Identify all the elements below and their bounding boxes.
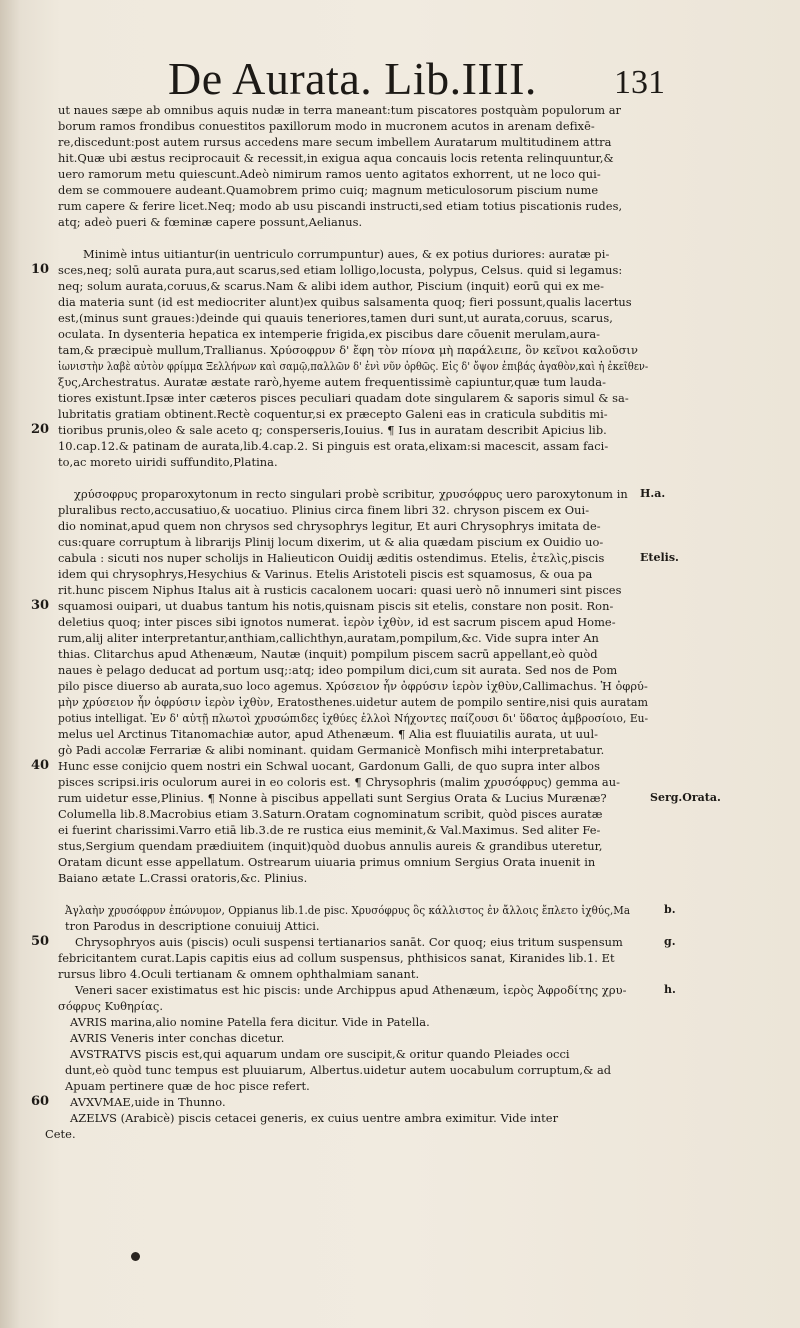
text-line: [0, 342, 800, 358]
text-line: [0, 534, 800, 550]
line-text: tam,& præcipuè mullum,Trallianus. Χρύσοφρυν δ' ἔφη τὸν πίονα μὴ παράλειπε, ὃν κεῖνοι καλοῦσιν: [58, 343, 638, 357]
line-text: dia materia sunt (id est mediocriter alunt)ex quibus salsamenta quoq; fieri possunt,qualis lacertus: [58, 295, 632, 309]
text-line: [0, 1110, 800, 1126]
folio-number: 131: [614, 64, 665, 101]
line-text: ei fuerint charissimi.Varro etiā lib.3.de re rustica eius meminit,& Val.Maximus. Sed aliter Fe-: [58, 823, 601, 837]
text-line: [0, 422, 800, 438]
line-text: oculata. In dysenteria hepatica ex intemperie frigida,ex piscibus dare cōuenit merulam,aura-: [58, 327, 601, 341]
text-line: [0, 694, 800, 710]
page-title: De Aurata. Lib.IIII.: [168, 53, 537, 104]
text-line: [0, 918, 800, 934]
line-text: rum capere & ferire licet.Neq; modo ab usu piscandi instructi,sed etiam totius piscationis rudes,: [58, 199, 623, 213]
line-text: tioribus prunis,oleo & sale aceto q; consperseris,Iouius. ¶ Ius in auratam describit Apicius lib.: [58, 423, 607, 437]
line-text: Cete.: [45, 1127, 76, 1141]
line-text: uero ramorum metu quiescunt.Adeò nimirum ramos uento agitatos exhorrent, ut ne loco qui-: [58, 167, 601, 181]
line-text: to,ac moreto uiridi suffundito,Platina.: [58, 455, 278, 469]
text-line: [0, 646, 800, 662]
line-text: dio nominat,apud quem non chrysos sed chrysophrys legitur, Et auri Chrysophrys imitata de-: [58, 519, 601, 533]
line-text: ut naues sæpe ab omnibus aquis nudæ in terra maneant:tum piscatores postquàm populorum ar: [58, 103, 622, 117]
line-text: σόφρυς Κυθηρίας.: [58, 999, 164, 1013]
text-line: [0, 214, 800, 230]
text-line: [0, 326, 800, 342]
text-line: [0, 806, 800, 822]
line-text: Minimè intus uitiantur(in uentriculo corrumpuntur) aues, & ex potius duriores: auratæ pi-: [83, 247, 610, 261]
margin-note: Serg.Orata.: [650, 791, 721, 804]
text-line: [0, 710, 800, 726]
text-line: [0, 758, 800, 774]
text-line: [0, 310, 800, 326]
line-text: gò Padi accolæ Ferrariæ & alibi nominant. quidam Germanicè Monfisch mihi interpretabatur.: [58, 743, 605, 757]
text-line: [0, 502, 800, 518]
line-text: Baiano ætate L.Crassi oratoris,&c. Plinius.: [58, 871, 308, 885]
line-text: neq; solum aurata,coruus,& scarus.Nam & alibi idem author, Piscium (inquit) eorū qui ex me-: [58, 279, 605, 293]
line-text: AVRIS Veneris inter conchas dicetur.: [70, 1031, 285, 1045]
line-number: 50: [31, 934, 50, 949]
text-line: [0, 870, 800, 886]
line-text: rit.hunc piscem Niphus Italus ait à rusticis cacalonem uocari: quasi uerò nō innumeri sint pisces: [58, 583, 622, 597]
text-line: [0, 262, 800, 278]
line-text: squamosi ouipari, ut duabus tantum his notis,quisnam piscis sit etelis, constare non posit. Ron-: [58, 599, 614, 613]
line-text: 10.cap.12.& patinam de aurata,lib.4.cap.2. Si pinguis est orata,elixam:si macescit, assam faci-: [58, 439, 609, 453]
line-text: AVSTRATVS piscis est,qui aquarum undam ore suscipit,& oritur quando Pleiades occi: [70, 1047, 570, 1061]
text-line: [0, 678, 800, 694]
line-text: Ἀγλαὴν χρυσόφρυν ἐπώνυμον, Oppianus lib.1.de pisc. Χρυσόφρυς ὃς κάλλιστος ἐν ἄλλοις ἔπλετο ἰχθύς,Ma: [65, 903, 631, 917]
line-text: tron Parodus in descriptione conuiuij Attici.: [65, 919, 320, 933]
text-line: [0, 150, 800, 166]
line-text: Hunc esse conijcio quem nostri ein Schwal uocant, Gardonum Galli, de quo supra inter albos: [58, 759, 600, 773]
line-text: melus uel Arctinus Titanomachiæ autor, apud Athenæum. ¶ Alia est fluuiatilis aurata, ut uul-: [58, 727, 599, 741]
line-text: ἰωνιστὴν λαβὲ αὐτὸν φρίμμα Ξελλήνων καὶ σαμῷ,παλλῶν δ' ἐνὶ νῦν ὀρθῶς. Εἰς δ' ὄψον ἐπιβάς ἀγαθὸν,καὶ ἡ ἐκεῖθεν-: [58, 359, 649, 373]
line-text: AVXVMAE,uide in Thunno.: [70, 1095, 226, 1109]
text-line: [0, 246, 800, 262]
line-text: naues è pelago deducat ad portum usq;:atq; ideo pompilum dici,cum sit aurata. Sed nos de Pom: [58, 663, 618, 677]
line-text: sces,neq; solū aurata pura,aut scarus,sed etiam lolligo,locusta, polypus, Celsus. quid si legamus:: [58, 263, 623, 277]
line-text: χρύσοφρυς proparoxytonum in recto singulari probè scribitur, χρυσόφρυς uero paroxytonum in: [74, 487, 628, 501]
text-line: [0, 566, 800, 582]
line-text: AZELVS (Arabicè) piscis cetacei generis, ex cuius uentre ambra eximitur. Vide inter: [70, 1111, 559, 1125]
line-number: 60: [31, 1094, 50, 1109]
text-line: [0, 662, 800, 678]
line-text: est,(minus sunt graues:)deinde qui quauis teneriores,tamen duri sunt,ut aurata,coruus, scarus,: [58, 311, 613, 325]
line-text: ξυς,Archestratus. Auratæ æstate rarò,hyeme autem frequentissimè capiuntur,quæ tum lauda-: [58, 375, 606, 389]
line-text: dem se commouere audeant.Quamobrem primo cuiq; magnum meticulosorum piscium nume: [58, 183, 599, 197]
line-text: thias. Clitarchus apud Athenæum, Nautæ (inquit) pompilum piscem sacrū appellant,eò quòd: [58, 647, 598, 661]
text-line: [0, 454, 800, 470]
line-number: 20: [31, 422, 50, 437]
text-line: [0, 294, 800, 310]
text-line: [0, 582, 800, 598]
text-line: [0, 742, 800, 758]
text-line: [0, 1126, 800, 1142]
text-line: [0, 438, 800, 454]
text-line: [0, 486, 800, 502]
text-line: [0, 790, 800, 806]
text-line: [0, 518, 800, 534]
text-line: [0, 550, 800, 566]
text-line: [0, 1046, 800, 1062]
line-text: tiores existunt.Ipsæ inter cæteros pisces peculiari quadam dote singularem & saporis simul & sa-: [58, 391, 629, 405]
line-text: hit.Quæ ubi æstus reciprocauit & recessit,in exigua aqua concauis locis retenta relinquuntur,&: [58, 151, 614, 165]
text-line: [0, 822, 800, 838]
text-line: [0, 374, 800, 390]
text-line: [0, 182, 800, 198]
text-line: [0, 966, 800, 982]
margin-note: h.: [664, 983, 676, 996]
text-line: [0, 998, 800, 1014]
text-line: [0, 774, 800, 790]
line-text: deletius quoq; inter pisces sibi ignotos numerat. ἱερὸν ἰχθὺν, id est sacrum piscem apud Home-: [58, 615, 616, 629]
text-line: [0, 1030, 800, 1046]
line-number: 30: [31, 598, 50, 613]
line-text: febricitantem curat.Lapis capitis eius ad collum suspensus, phthisicos sanat, Kiranides lib.1. Et: [58, 951, 615, 965]
text-line: [0, 390, 800, 406]
line-text: pisces scripsi.iris oculorum aurei in eo coloris est. ¶ Chrysophris (malim χρυσόφρυς) gemma au-: [58, 775, 621, 789]
text-line: [0, 614, 800, 630]
line-text: dunt,eò quòd tunc tempus est pluuiarum, Albertus.uidetur autem uocabulum corruptum,& ad: [65, 1063, 612, 1077]
margin-note: Etelis.: [640, 551, 679, 564]
text-line: [0, 358, 800, 374]
text-line: [0, 1078, 800, 1094]
line-text: Chrysophryos auis (piscis) oculi suspensi tertianarios sanāt. Cor quoq; eius tritum suspensum: [75, 935, 623, 949]
text-line: [0, 630, 800, 646]
text-line: [0, 982, 800, 998]
line-text: pilo pisce diuerso ab aurata,suo loco agemus. Χρύσειον ἦν ὀφρύσιν ἱερὸν ἰχθὺν,Callimachus. Ἡ ὀφρύ-: [58, 679, 648, 693]
line-text: lubritatis gratiam obtinent.Rectè coquentur,si ex præcepto Galeni eas in craticula subditis mi-: [58, 407, 608, 421]
line-text: rum,alij aliter interpretantur,anthiam,callichthyn,auratam,pompilum,&c. Vide supra inter An: [58, 631, 599, 645]
line-text: Columella lib.8.Macrobius etiam 3.Saturn.Oratam cognominatum scribit, quòd pisces auratæ: [58, 807, 603, 821]
text-line: [0, 934, 800, 950]
text-line: [0, 102, 800, 118]
line-number: 10: [31, 262, 50, 277]
margin-note: H.a.: [640, 487, 666, 500]
margin-note: g.: [664, 935, 676, 948]
text-line: [0, 726, 800, 742]
line-text: rum uidetur esse,Plinius. ¶ Nonne à piscibus appellati sunt Sergius Orata & Lucius Murænæ?: [58, 791, 607, 805]
line-text: AVRIS marina,alio nomine Patella fera dicitur. Vide in Patella.: [70, 1015, 430, 1029]
line-text: cabula : sicuti nos nuper scholijs in Halieuticon Ouidij æditis ostendimus. Etelis, ἐτελὶς,piscis: [58, 551, 605, 565]
line-text: rursus libro 4.Oculi tertianam & omnem ophthalmiam sanant.: [58, 967, 420, 981]
text-line: [0, 1014, 800, 1030]
text-line: [0, 1062, 800, 1078]
ink-spot: [131, 1252, 140, 1261]
line-text: idem qui chrysophrys,Hesychius & Varinus. Etelis Aristoteli piscis est squamosus, & oua pa: [58, 567, 593, 581]
text-line: [0, 950, 800, 966]
line-text: μὴν χρύσειον ἦν ὀφρύσιν ἱερὸν ἰχθὺν, Eratosthenes.uidetur autem de pompilo sentire,nisi quis auratam: [58, 695, 649, 709]
text-line: [0, 838, 800, 854]
text-line: [0, 854, 800, 870]
text-line: [0, 406, 800, 422]
text-line: [0, 166, 800, 182]
line-text: atq; adeò pueri & fœminæ capere possunt,Aelianus.: [58, 215, 363, 229]
line-text: potius intelligat. Ἐν δ' αὐτῇ πλωτοὶ χρυσώπιδες ἰχθύες ἐλλοὶ Νήχοντες παίζουσι δι' ὕδατος ἀμβροσίοιο, Eu-: [58, 711, 649, 725]
line-number: 40: [31, 758, 50, 773]
line-text: borum ramos frondibus conuestitos paxillorum modo in mucronem acutos in arenam defixē-: [58, 119, 595, 133]
text-line: [0, 198, 800, 214]
margin-note: b.: [664, 903, 676, 916]
line-text: stus,Sergium quendam prædiuitem (inquit)quòd duobus annulis aureis & grandibus uteretur,: [58, 839, 603, 853]
text-line: [0, 118, 800, 134]
line-text: Apuam pertinere quæ de hoc pisce refert.: [65, 1079, 310, 1093]
text-line: [0, 1094, 800, 1110]
line-text: re,discedunt:post autem rursus accedens mare secum imbellem Auratarum multitudinem attra: [58, 135, 612, 149]
text-line: [0, 134, 800, 150]
line-text: Veneri sacer existimatus est hic piscis: unde Archippus apud Athenæum, ἱερὸς Ἀφροδίτης χρυ-: [75, 983, 627, 997]
text-line: [0, 598, 800, 614]
text-line: [0, 278, 800, 294]
line-text: cus:quare corruptum à librarijs Plinij locum dixerim, ut & alia quædam piscium ex Ouidio uo-: [58, 535, 604, 549]
line-text: pluralibus recto,accusatiuo,& uocatiuo. Plinius circa finem libri 32. chryson piscem ex Oui-: [58, 503, 590, 517]
line-text: Oratam dicunt esse appellatum. Ostrearum uiuaria primus omnium Sergius Orata inuenit in: [58, 855, 596, 869]
text-line: [0, 902, 800, 918]
